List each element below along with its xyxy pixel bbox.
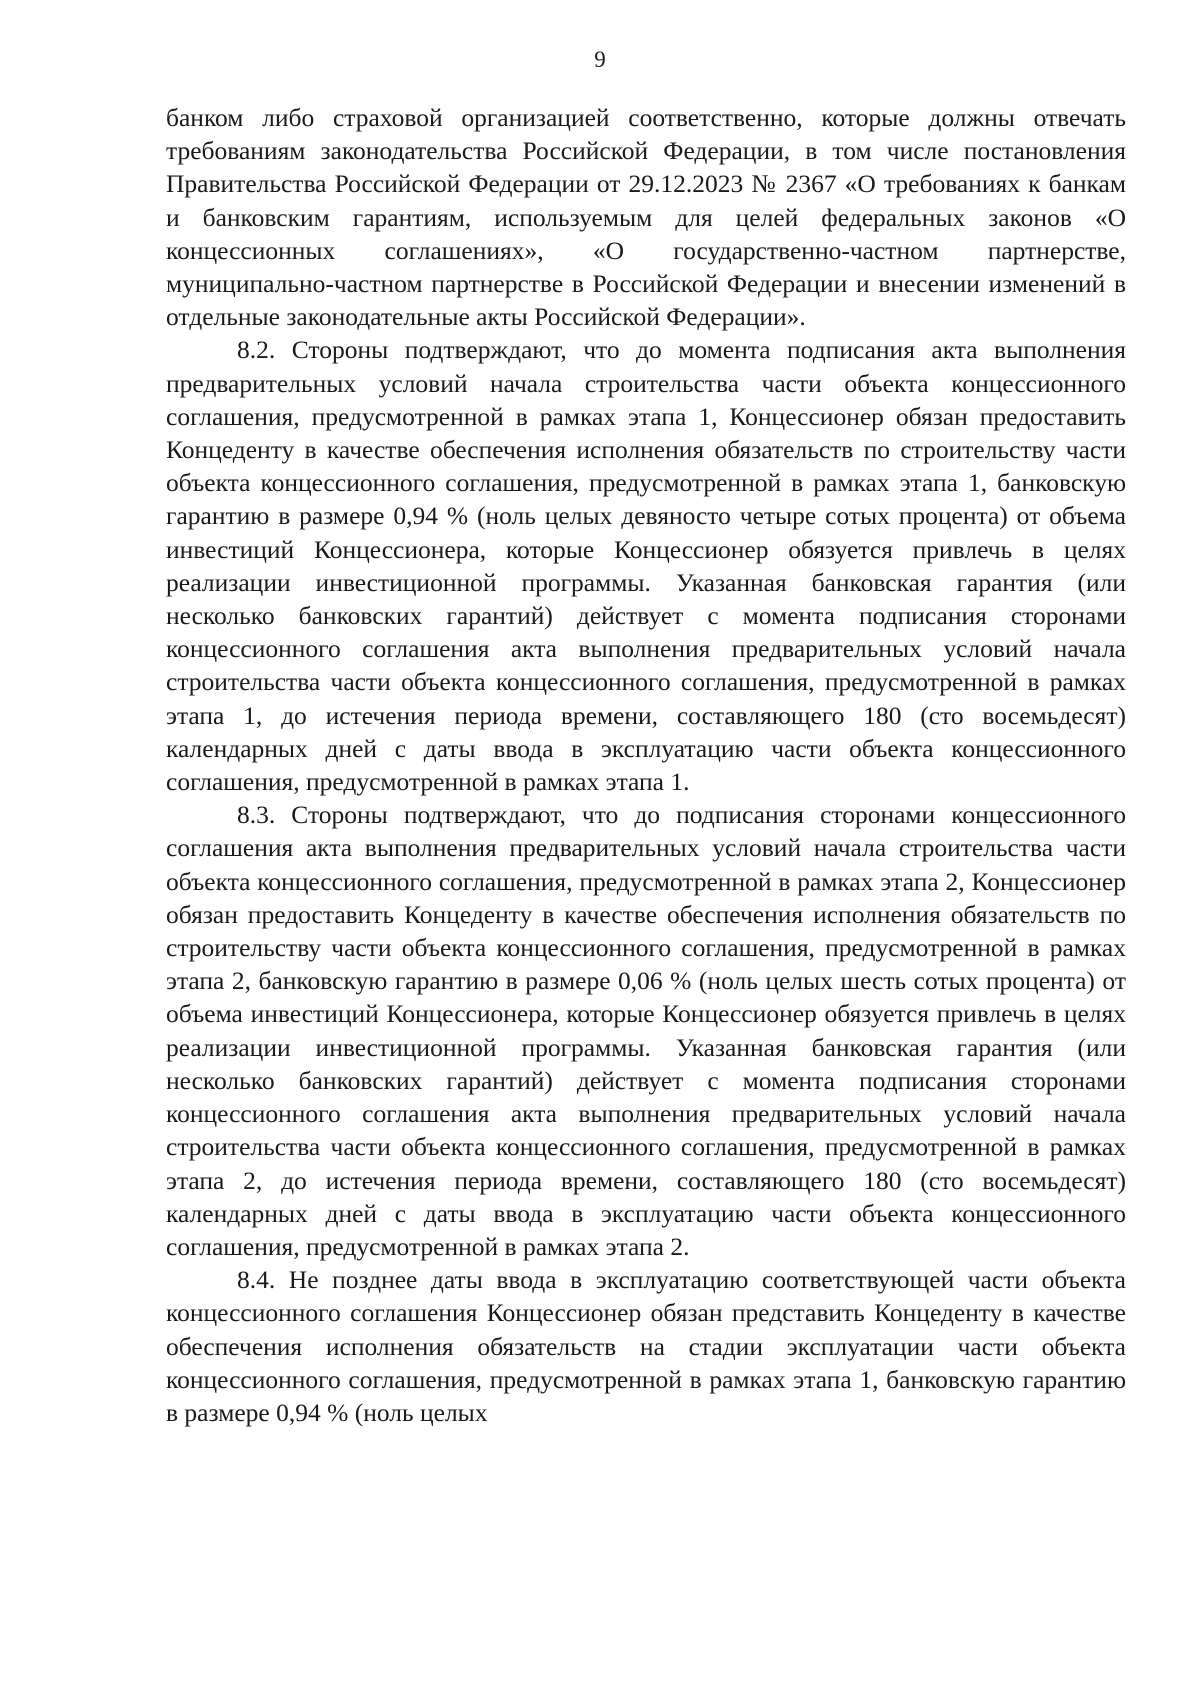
paragraph-8-2: 8.2. Стороны подтверждают, что до момента подписания акта выполнения предварительных условий начала строительства части объекта концессионного соглашения, предусмотренной в рамках этапа 1, Концессионер обязан предоставить Концеденту в качестве обеспечения исполнения обязательств по строительству части объекта концессионного соглашения, предусмотренной в рамках этапа 1, банковскую гарантию в размере 0,94 % (ноль целых девяносто четыре сотых процента) от объема инвестиций Концессионера, которые Концессионер обязуется привлечь в целях реализации инвестиционной программы. Указанная банковская гарантия (или несколько банковских гарантий) действует с момента подписания сторонами концессионного соглашения акта выполнения предварительных условий начала строительства части объекта концессионного соглашения, предусмотренной в рамках этапа 1, до истечения периода времени, составляющего 180 (сто восемьдесят) календарных дней с даты ввода в эксплуатацию части объекта концессионного соглашения, предусмотренной в рамках этапа 1. bbox=[166, 335, 1126, 797]
paragraph-8-3: 8.3. Стороны подтверждают, что до подписания сторонами концессионного соглашения акта выполнения предварительных условий начала строительства части объекта концессионного соглашения, предусмотренной в рамках этапа 2, Концессионер обязан предоставить Концеденту в качестве обеспечения исполнения обязательств по строительству части объекта концессионного соглашения, предусмотренной в рамках этапа 2, банковскую гарантию в размере 0,06 % (ноль целых шесть сотых процента) от объема инвестиций Концессионера, которые Концессионер обязуется привлечь в целях реализации инвестиционной программы. Указанная банковская гарантия (или несколько банковских гарантий) действует с момента подписания сторонами концессионного соглашения акта выполнения предварительных условий начала строительства части объекта концессионного соглашения, предусмотренной в рамках этапа 2, до истечения периода времени, составляющего 180 (сто восемьдесят) календарных дней с даты ввода в эксплуатацию части объекта концессионного соглашения, предусмотренной в рамках этапа 2. bbox=[166, 800, 1126, 1261]
document-body bbox=[166, 101, 1126, 1429]
paragraph-8-4: 8.4. Не позднее даты ввода в эксплуатацию соответствующей части объекта концессионного соглашения Концессионер обязан представить Концеденту в качестве обеспечения исполнения обязательств на стадии эксплуатации части объекта концессионного соглашения, предусмотренной в рамках этапа 1, банковскую гарантию в размере 0,94 % (ноль целых bbox=[166, 1265, 1126, 1427]
paragraph-continuation: банком либо страховой организацией соответственно, которые должны отвечать требованиям законодательства Российской Федерации, в том числе постановления Правительства Российской Федерации от 29.12.2023 № 2367 «О требованиях к банкам и банковским гарантиям, используемым для целей федеральных законов «О концессионных соглашениях», «О государственно-частном партнерстве, муниципально-частном партнерстве в Российской Федерации и внесении изменений в отдельные законодательные акты Российской Федерации». bbox=[166, 103, 1126, 332]
page-number: 9 bbox=[594, 47, 606, 72]
